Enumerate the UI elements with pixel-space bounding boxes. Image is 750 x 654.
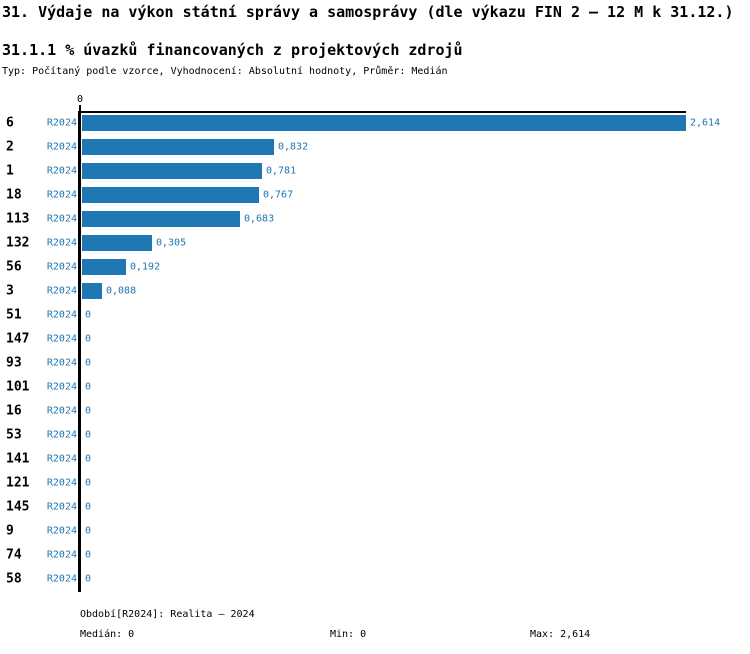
bar-row — [0, 351, 750, 375]
bar — [82, 139, 274, 155]
row-series-label: R2024 — [46, 381, 77, 393]
footer-min-stat: Min: 0 — [330, 629, 367, 640]
bar — [82, 211, 240, 227]
row-category-label: 121 — [6, 475, 30, 491]
row-category-label: 132 — [6, 235, 30, 251]
bar-row — [0, 279, 750, 303]
bar — [82, 187, 259, 203]
row-category-label: 101 — [6, 379, 30, 395]
bar — [82, 235, 152, 251]
bar-value-label: 0 — [85, 525, 92, 537]
bar-row — [0, 495, 750, 519]
bar-rows-container — [0, 111, 750, 591]
row-series-label: R2024 — [46, 549, 77, 561]
bar-value-label: 0,767 — [263, 189, 294, 201]
x-axis-tick-label-zero: 0 — [76, 94, 84, 105]
bar-row — [0, 111, 750, 135]
bar-row — [0, 423, 750, 447]
bar-value-label: 0 — [85, 381, 92, 393]
row-category-label: 3 — [6, 283, 14, 299]
row-series-label: R2024 — [46, 165, 77, 177]
row-series-label: R2024 — [46, 237, 77, 249]
row-category-label: 51 — [6, 307, 22, 323]
row-category-label: 93 — [6, 355, 22, 371]
row-category-label: 74 — [6, 547, 22, 563]
row-series-label: R2024 — [46, 213, 77, 225]
bar-value-label: 0 — [85, 573, 92, 585]
bar-row — [0, 159, 750, 183]
bar-value-label: 0 — [85, 309, 92, 321]
row-series-label: R2024 — [46, 429, 77, 441]
bar-row — [0, 135, 750, 159]
bar-value-label: 0 — [85, 429, 92, 441]
row-series-label: R2024 — [46, 357, 77, 369]
row-series-label: R2024 — [46, 261, 77, 273]
bar-row — [0, 231, 750, 255]
row-series-label: R2024 — [46, 477, 77, 489]
row-series-label: R2024 — [46, 501, 77, 513]
footer-period-label: Období[R2024]: Realita – 2024 — [80, 609, 255, 620]
bar-row — [0, 447, 750, 471]
bar-row — [0, 471, 750, 495]
bar-value-label: 0 — [85, 501, 92, 513]
bar-value-label: 0 — [85, 549, 92, 561]
bar — [82, 163, 262, 179]
chart-title: 31. Výdaje na výkon státní správy a samosprávy (dle výkazu FIN 2 – 12 M k 31.12.) — [2, 3, 734, 21]
bar-row — [0, 375, 750, 399]
row-category-label: 18 — [6, 187, 22, 203]
bar-row — [0, 303, 750, 327]
bar-row — [0, 183, 750, 207]
bar — [82, 115, 686, 131]
bar-value-label: 0,832 — [278, 141, 309, 153]
row-category-label: 53 — [6, 427, 22, 443]
row-category-label: 147 — [6, 331, 30, 347]
bar-row — [0, 327, 750, 351]
bar-value-label: 0,192 — [130, 261, 161, 273]
row-category-label: 113 — [6, 211, 30, 227]
row-category-label: 16 — [6, 403, 22, 419]
chart-subtitle: 31.1.1 % úvazků financovaných z projektových zdrojů — [2, 41, 463, 59]
chart-meta-line: Typ: Počítaný podle vzorce, Vyhodnocení: Absolutní hodnoty, Průměr: Medián — [2, 66, 448, 77]
row-category-label: 56 — [6, 259, 22, 275]
bar — [82, 259, 126, 275]
bar-row — [0, 543, 750, 567]
row-series-label: R2024 — [46, 189, 77, 201]
bar-value-label: 0 — [85, 477, 92, 489]
bar-value-label: 0 — [85, 453, 92, 465]
row-category-label: 2 — [6, 139, 14, 155]
row-series-label: R2024 — [46, 573, 77, 585]
row-series-label: R2024 — [46, 285, 77, 297]
row-category-label: 145 — [6, 499, 30, 515]
bar-value-label: 2,614 — [690, 117, 721, 129]
bar-value-label: 0,781 — [266, 165, 297, 177]
bar-row — [0, 399, 750, 423]
row-category-label: 6 — [6, 115, 14, 131]
bar-value-label: 0,088 — [106, 285, 137, 297]
row-series-label: R2024 — [46, 333, 77, 345]
bar-row — [0, 519, 750, 543]
row-series-label: R2024 — [46, 117, 77, 129]
bar-value-label: 0,305 — [156, 237, 187, 249]
row-series-label: R2024 — [46, 525, 77, 537]
bar-value-label: 0 — [85, 333, 92, 345]
row-series-label: R2024 — [46, 309, 77, 321]
bar-row — [0, 207, 750, 231]
row-category-label: 141 — [6, 451, 30, 467]
bar-row — [0, 255, 750, 279]
footer-max-stat: Max: 2,614 — [530, 629, 591, 640]
bar-value-label: 0 — [85, 357, 92, 369]
footer-median-stat: Medián: 0 — [80, 629, 135, 640]
row-series-label: R2024 — [46, 405, 77, 417]
row-category-label: 9 — [6, 523, 14, 539]
row-series-label: R2024 — [46, 453, 77, 465]
row-category-label: 58 — [6, 571, 22, 587]
row-series-label: R2024 — [46, 141, 77, 153]
bar-row — [0, 567, 750, 591]
row-category-label: 1 — [6, 163, 14, 179]
bar-value-label: 0 — [85, 405, 92, 417]
bar — [82, 283, 102, 299]
bar-value-label: 0,683 — [244, 213, 275, 225]
